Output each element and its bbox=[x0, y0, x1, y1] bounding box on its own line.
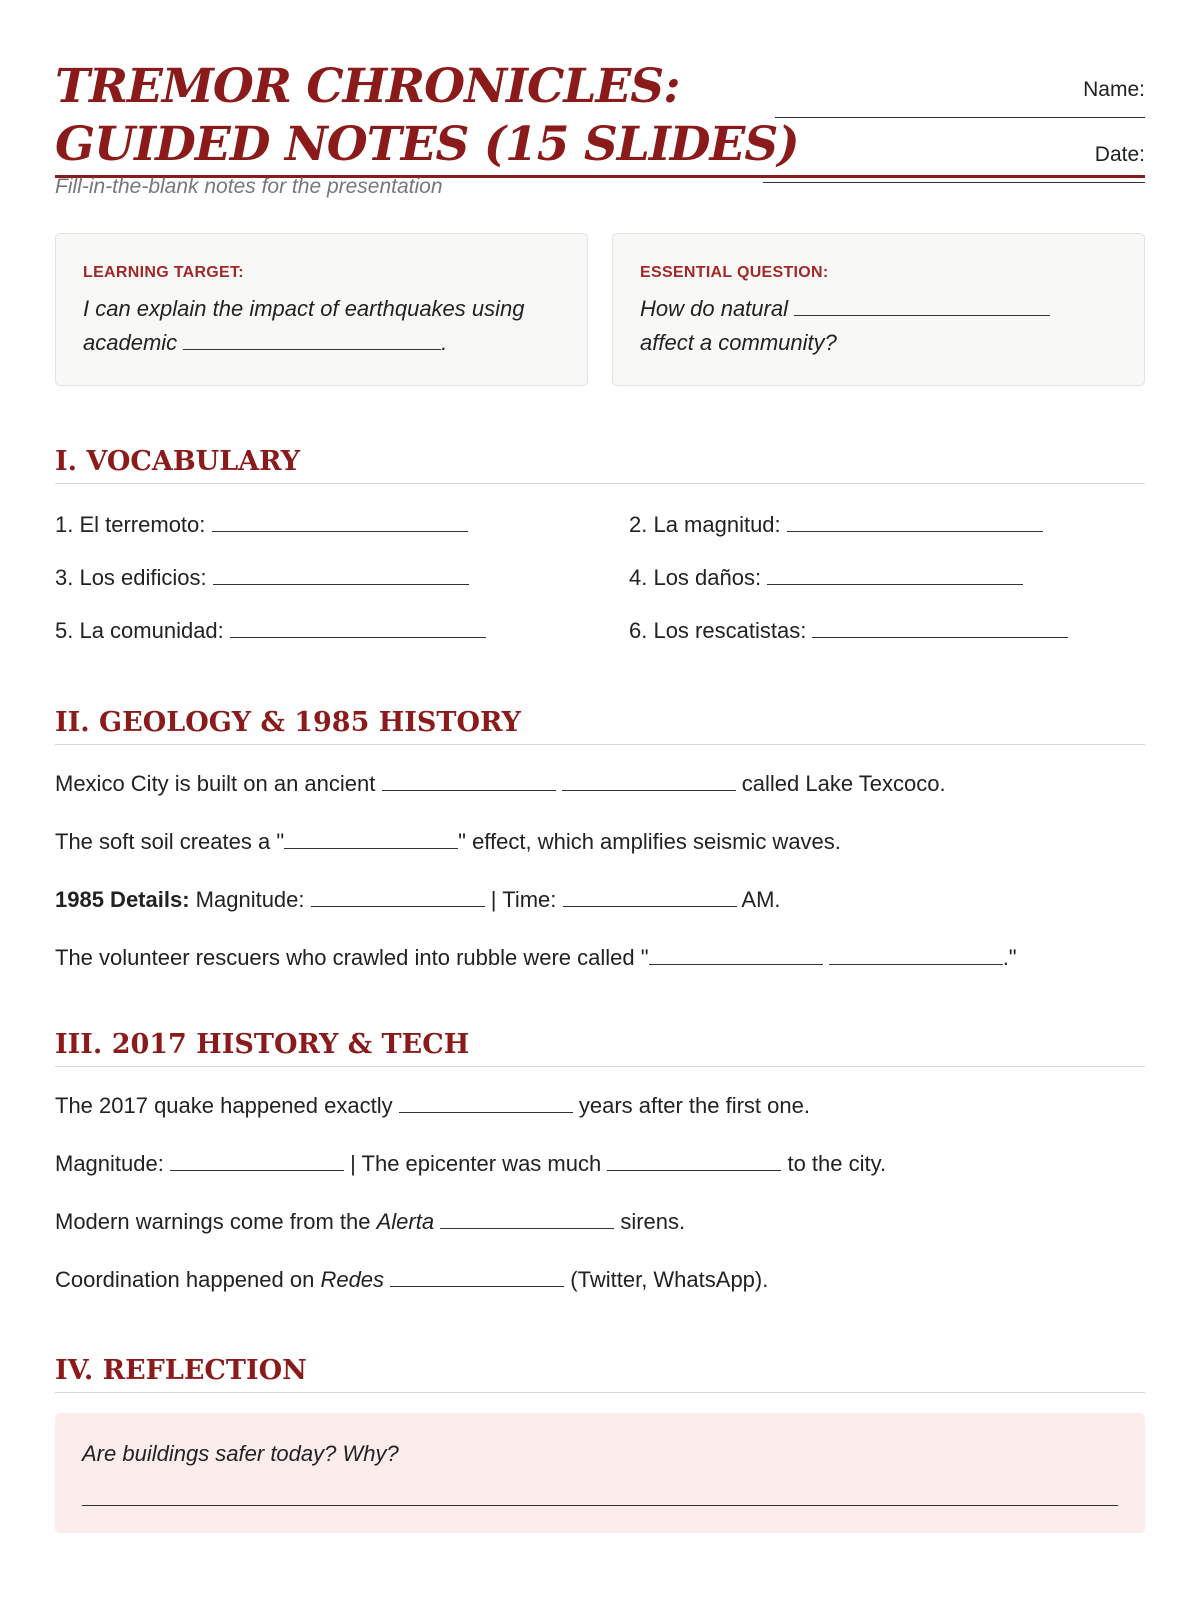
section-geology-title: II. GEOLOGY & 1985 HISTORY bbox=[55, 707, 1145, 745]
essential-question-box bbox=[612, 233, 1145, 386]
history-2017-lines bbox=[55, 1077, 1145, 1309]
history-line-4: Coordination happened on Redes (Twitter, WhatsApp). bbox=[55, 1267, 769, 1292]
geology-line-3: 1985 Details: Magnitude: | Time: AM. bbox=[55, 887, 781, 912]
vocab-item: 5. La comunidad: bbox=[55, 604, 629, 657]
fill-blank[interactable] bbox=[390, 1266, 564, 1287]
vocab-item: 4. Los daños: bbox=[629, 551, 1149, 604]
vocab-blank[interactable] bbox=[230, 617, 486, 638]
vocab-blank[interactable] bbox=[212, 511, 468, 532]
vocab-item: 6. Los rescatistas: bbox=[629, 604, 1149, 657]
vocabulary-list bbox=[55, 498, 1145, 657]
geology-line-4: The volunteer rescuers who crawled into rubble were called " ." bbox=[55, 945, 1017, 970]
fill-blank[interactable] bbox=[311, 886, 485, 907]
section-2017-title: III. 2017 HISTORY & TECH bbox=[55, 1029, 1145, 1067]
vocab-blank[interactable] bbox=[787, 511, 1043, 532]
fill-blank[interactable] bbox=[562, 770, 736, 791]
title-line-2: GUIDED NOTES (15 SLIDES) bbox=[55, 117, 799, 172]
essential-question-blank[interactable] bbox=[794, 295, 1050, 316]
essential-question-label: ESSENTIAL QUESTION: bbox=[640, 264, 829, 281]
name-date-block bbox=[763, 75, 1145, 183]
section-reflection-title: IV. REFLECTION bbox=[55, 1355, 1145, 1393]
vocab-blank[interactable] bbox=[213, 564, 469, 585]
learning-target-label: LEARNING TARGET: bbox=[83, 264, 244, 281]
learning-target-text: I can explain the impact of earthquakes using academic . bbox=[83, 296, 525, 355]
fill-blank[interactable] bbox=[170, 1150, 344, 1171]
date-label: Date: bbox=[1094, 143, 1145, 166]
geology-lines bbox=[55, 755, 1145, 987]
learning-target-blank[interactable] bbox=[183, 329, 441, 350]
fill-blank[interactable] bbox=[829, 944, 1003, 965]
learning-target-box bbox=[55, 233, 588, 386]
page-subtitle: Fill-in-the-blank notes for the presentation bbox=[55, 175, 443, 198]
geology-line-1: Mexico City is built on an ancient called Lake Texcoco. bbox=[55, 771, 946, 796]
vocab-blank[interactable] bbox=[767, 564, 1023, 585]
vocab-item: 2. La magnitud: bbox=[629, 498, 1149, 551]
fill-blank[interactable] bbox=[649, 944, 823, 965]
fill-blank[interactable] bbox=[607, 1150, 781, 1171]
fill-blank[interactable] bbox=[399, 1092, 573, 1113]
target-question-boxes bbox=[55, 233, 1145, 386]
reflection-answer-line[interactable] bbox=[82, 1505, 1118, 1506]
header bbox=[55, 0, 1145, 198]
history-line-1: The 2017 quake happened exactly years after the first one. bbox=[55, 1093, 810, 1118]
section-vocabulary-title: I. VOCABULARY bbox=[55, 446, 1145, 484]
essential-question-text: How do natural affect a community? bbox=[640, 292, 1118, 360]
history-line-3: Modern warnings come from the Alerta sirens. bbox=[55, 1209, 686, 1234]
fill-blank[interactable] bbox=[284, 828, 458, 849]
name-label: Name: bbox=[1083, 78, 1145, 101]
reflection-question: Are buildings safer today? Why? bbox=[82, 1441, 399, 1466]
fill-blank[interactable] bbox=[382, 770, 556, 791]
title-line-1: TREMOR CHRONICLES: bbox=[55, 59, 680, 114]
vocab-item: 1. El terremoto: bbox=[55, 498, 629, 551]
geology-line-2: The soft soil creates a " " effect, which amplifies seismic waves. bbox=[55, 829, 841, 854]
name-field[interactable] bbox=[775, 117, 1145, 118]
reflection-box bbox=[55, 1413, 1145, 1533]
fill-blank[interactable] bbox=[563, 886, 737, 907]
date-field[interactable] bbox=[763, 182, 1145, 183]
history-line-2: Magnitude: | The epicenter was much to the city. bbox=[55, 1151, 887, 1176]
fill-blank[interactable] bbox=[440, 1208, 614, 1229]
vocab-blank[interactable] bbox=[812, 617, 1068, 638]
vocab-item: 3. Los edificios: bbox=[55, 551, 629, 604]
